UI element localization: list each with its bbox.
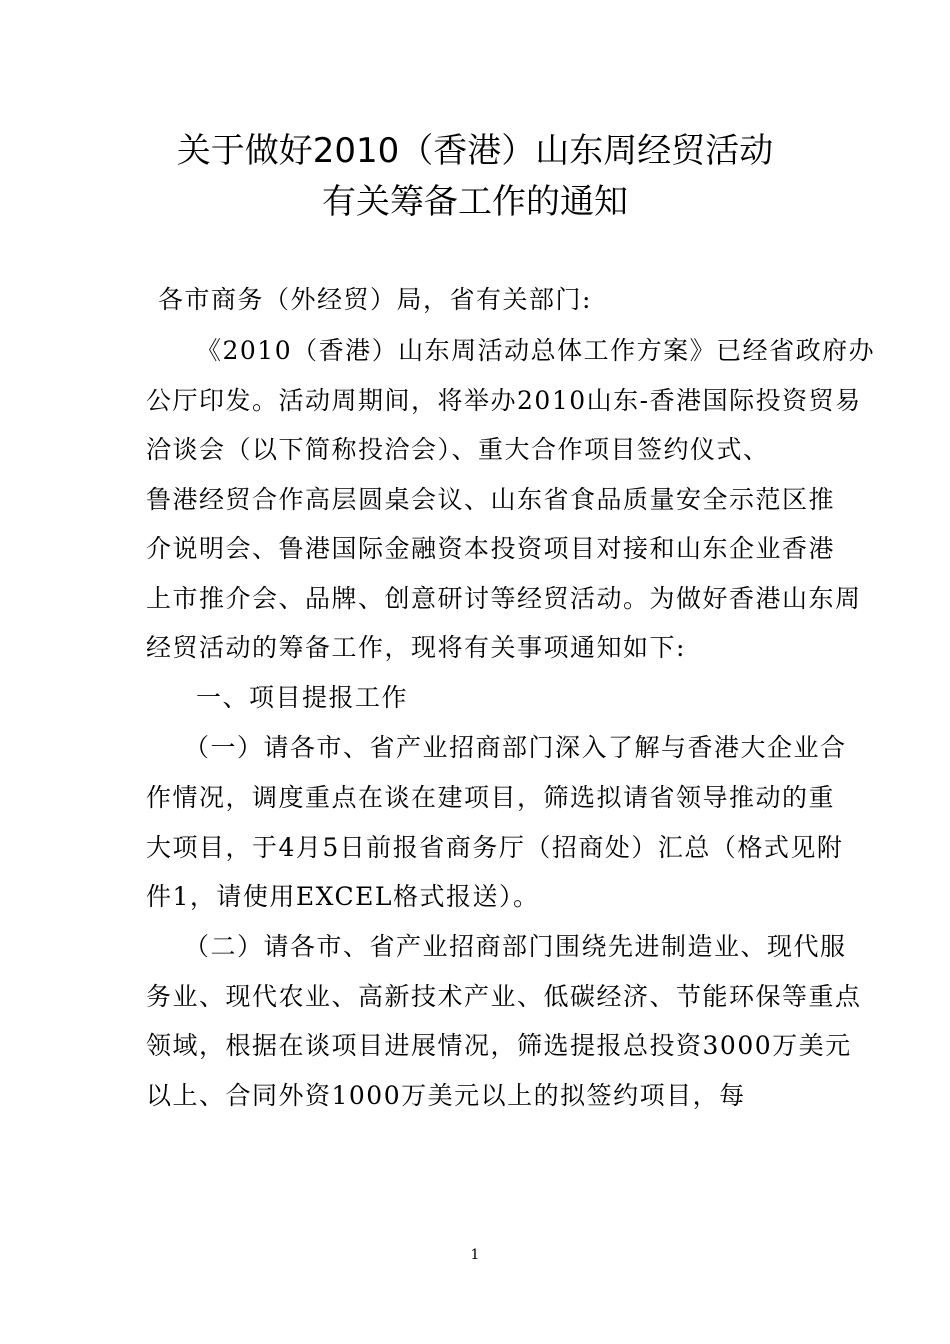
page-number: 1 [470, 1247, 480, 1263]
paragraph-line: 洽谈会（以下简称投洽会）、重大合作项目签约仪式、 [146, 435, 770, 464]
paragraph-line: 经贸活动的筹备工作，现将有关事项通知如下: [146, 633, 686, 662]
paragraph-line: 上市推介会、品牌、创意研讨等经贸活动。为做好香港山东周 [146, 584, 862, 613]
document-title-line-1: 关于做好2010（香港）山东周经贸活动 [176, 131, 774, 171]
paragraph-line: 领域，根据在谈项目进展情况，筛选提报总投资3000万美元 [146, 1031, 852, 1060]
paragraph-line: 鲁港经贸合作高层圆桌会议、山东省食品质量安全示范区推 [146, 485, 836, 514]
paragraph-line: 介说明会、鲁港国际金融资本投资项目对接和山东企业香港 [146, 534, 836, 563]
paragraph-line: 作情况，调度重点在谈在建项目，筛选拟请省领导推动的重 [146, 783, 836, 812]
paragraph-line: 大项目，于4月5日前报省商务厅（招商处）汇总（格式见附 [146, 833, 844, 862]
salutation: 各市商务（外经贸）局，省有关部门: [158, 285, 592, 314]
paragraph-line: （二）请各市、省产业招商部门围绕先进制造业、现代服 [184, 932, 847, 961]
document-title-line-2: 有关筹备工作的通知 [322, 182, 628, 222]
paragraph-line: 公厅印发。活动周期间，将举办2010山东-香港国际投资贸易 [146, 386, 862, 415]
paragraph-line: 以上、合同外资1000万美元以上的拟签约项目，每 [146, 1081, 746, 1110]
paragraph-line: （一）请各市、省产业招商部门深入了解与香港大企业合 [184, 733, 847, 762]
paragraph-line: 件1，请使用EXCEL格式报送）。 [146, 882, 540, 911]
paragraph-line: 《2010（香港）山东周活动总体工作方案》已经省政府办 [196, 336, 876, 365]
section-heading: 一、项目提报工作 [196, 683, 409, 712]
paragraph-line: 务业、现代农业、高新技术产业、低碳经济、节能环保等重点 [146, 982, 862, 1011]
